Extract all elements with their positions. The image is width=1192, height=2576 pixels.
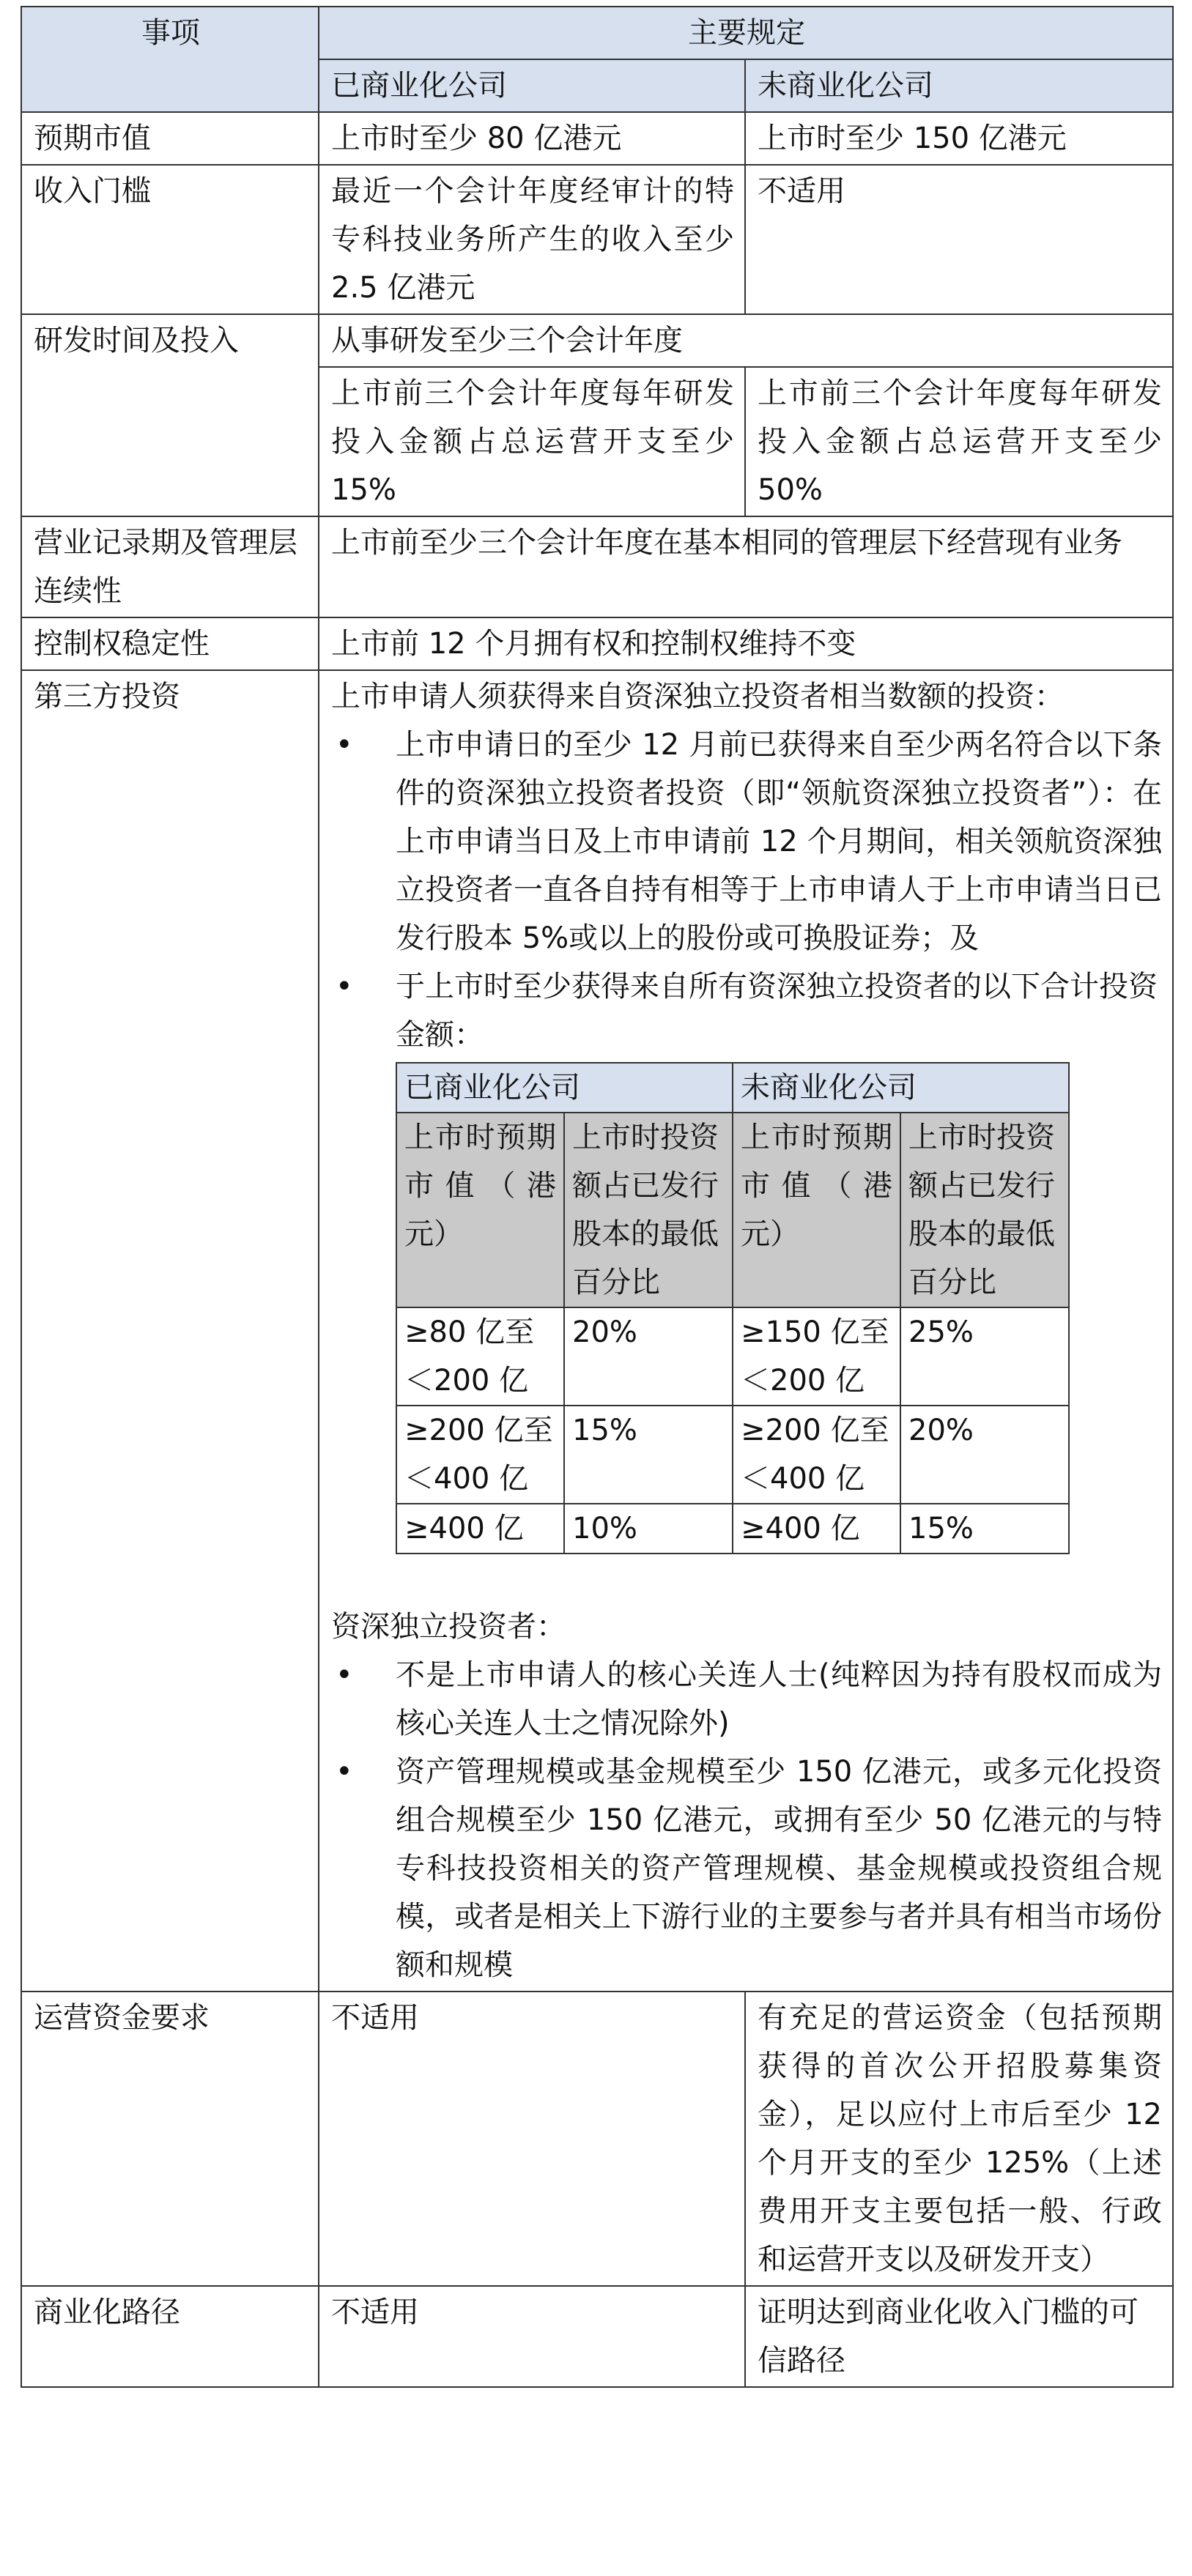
inner-cell: ≥80 亿至＜200 亿: [396, 1307, 564, 1406]
bullet-icon: •: [336, 1755, 353, 1789]
row-label: 控制权稳定性: [21, 617, 319, 670]
cell-third-party: [319, 670, 1173, 1992]
row-label: 收入门槛: [21, 165, 319, 314]
inner-col-pct: 上市时投资额占已发行股本的最低百分比: [564, 1113, 733, 1307]
row-working-capital: [21, 1992, 1173, 2286]
inner-cell: 25%: [900, 1307, 1069, 1406]
row-label: 商业化路径: [21, 2286, 319, 2387]
row-revenue: [21, 165, 1173, 314]
third-party-intro: 上市申请人须获得来自资深独立投资者相当数额的投资：: [331, 680, 1064, 713]
inner-row: [396, 1307, 1069, 1406]
cell-commercial: 不适用: [319, 1992, 745, 2286]
header-commercial: 已商业化公司: [319, 59, 745, 112]
inner-cell: 10%: [564, 1504, 733, 1554]
cell-commercial: 不适用: [319, 2286, 745, 2387]
inner-cell: ≥400 亿: [396, 1504, 564, 1554]
third-party-bullets: [331, 721, 1162, 1059]
cell-precommercial: 上市时至少 150 亿港元: [745, 112, 1173, 165]
row-market-cap: [21, 112, 1173, 165]
row-label: 营业记录期及管理层连续性: [21, 516, 319, 617]
list-item: [331, 962, 1162, 1059]
cell-shared: 上市前至少三个会计年度在基本相同的管理层下经营现有业务: [319, 516, 1173, 617]
inner-cell: ≥150 亿至＜200 亿: [733, 1307, 900, 1406]
inner-cell: 20%: [564, 1307, 733, 1406]
cell-precommercial: 有充足的营运资金（包括预期获得的首次公开招股募集资金），足以应付上市后至少 12 个月开支的至少 125%（上述费用开支主要包括一般、行政和运营开支以及研发开支）: [745, 1992, 1173, 2286]
spacer: [331, 1554, 1162, 1603]
row-third-party: [21, 670, 1173, 1992]
bullet-text: 上市申请日的至少 12 月前已获得来自至少两名符合以下条件的资深独立投资者投资（即“领航资深独立投资者”）：在上市申请当日及上市申请前 12 个月期间，相关领航资深独立投资者一直各自持有相等于上市申请人于上市申请当日已发行股本 5%或以上的股份或可换股证券；及: [396, 728, 1162, 955]
list-item: [331, 721, 1162, 962]
list-item: [331, 1748, 1162, 1989]
row-control: [21, 617, 1173, 670]
investor-bullets: [331, 1651, 1162, 1989]
row-track-record: [21, 516, 1173, 617]
inner-cell: 20%: [900, 1406, 1069, 1504]
cell-precommercial: 证明达到商业化收入门槛的可信路径: [745, 2286, 1173, 2387]
row-label: 研发时间及投入: [21, 314, 319, 516]
row-label: 第三方投资: [21, 670, 319, 1992]
bullet-text: 资产管理规模或基金规模至少 150 亿港元，或多元化投资组合规模至少 150 亿港元，或拥有至少 50 亿港元的与特专科技投资相关的资产管理规模、基金规模或投资组合规模，或者是相关上下游行业的主要参与者并具有相当市场份额和规模: [396, 1755, 1162, 1982]
inner-cell: ≥200 亿至＜400 亿: [396, 1406, 564, 1504]
inner-cell: 15%: [900, 1504, 1069, 1554]
row-commercial-path: [21, 2286, 1173, 2387]
inner-row: [396, 1406, 1069, 1504]
bullet-text: 不是上市申请人的核心关连人士(纯粹因为持有股权而成为核心关连人士之情况除外): [396, 1658, 1162, 1740]
list-item: [331, 1651, 1162, 1748]
bullet-text: 于上市时至少获得来自所有资深独立投资者的以下合计投资金额：: [396, 970, 1158, 1052]
header-item: 事项: [21, 7, 319, 112]
cell-commercial: 上市前三个会计年度每年研发投入金额占总运营开支至少 15%: [319, 367, 745, 516]
header-precommercial: 未商业化公司: [745, 59, 1173, 112]
bullet-icon: •: [336, 970, 353, 1003]
bullet-icon: •: [336, 1658, 353, 1692]
cell-precommercial: 上市前三个会计年度每年研发投入金额占总运营开支至少 50%: [745, 367, 1173, 516]
header-row: [21, 7, 1173, 59]
cell-shared: 从事研发至少三个会计年度: [319, 314, 1173, 367]
investor-title: 资深独立投资者：: [331, 1610, 566, 1644]
inner-cell: ≥400 亿: [733, 1504, 900, 1554]
listing-requirements-table: [21, 6, 1174, 2388]
inner-group-precommercial: 未商业化公司: [733, 1063, 1069, 1113]
inner-row: [396, 1504, 1069, 1554]
row-label: 预期市值: [21, 112, 319, 165]
cell-precommercial: 不适用: [745, 165, 1173, 314]
inner-col-cap: 上市时预期市值（港元）: [396, 1113, 564, 1307]
inner-group-commercial: 已商业化公司: [396, 1063, 733, 1113]
row-rnd: [21, 314, 1173, 367]
inner-group-row: [396, 1063, 1069, 1113]
header-main: 主要规定: [319, 7, 1173, 59]
inner-cell: ≥200 亿至＜400 亿: [733, 1406, 900, 1504]
inner-header-row: [396, 1113, 1069, 1307]
cell-shared: 上市前 12 个月拥有权和控制权维持不变: [319, 617, 1173, 670]
cell-commercial: 上市时至少 80 亿港元: [319, 112, 745, 165]
bullet-icon: •: [336, 728, 353, 762]
inner-col-pct: 上市时投资额占已发行股本的最低百分比: [900, 1113, 1069, 1307]
cell-commercial: 最近一个会计年度经审计的特专科技业务所产生的收入至少 2.5 亿港元: [319, 165, 745, 314]
inner-cell: 15%: [564, 1406, 733, 1504]
inner-col-cap: 上市时预期市值（港元）: [733, 1113, 900, 1307]
investment-threshold-table: [396, 1062, 1070, 1554]
row-label: 运营资金要求: [21, 1992, 319, 2286]
